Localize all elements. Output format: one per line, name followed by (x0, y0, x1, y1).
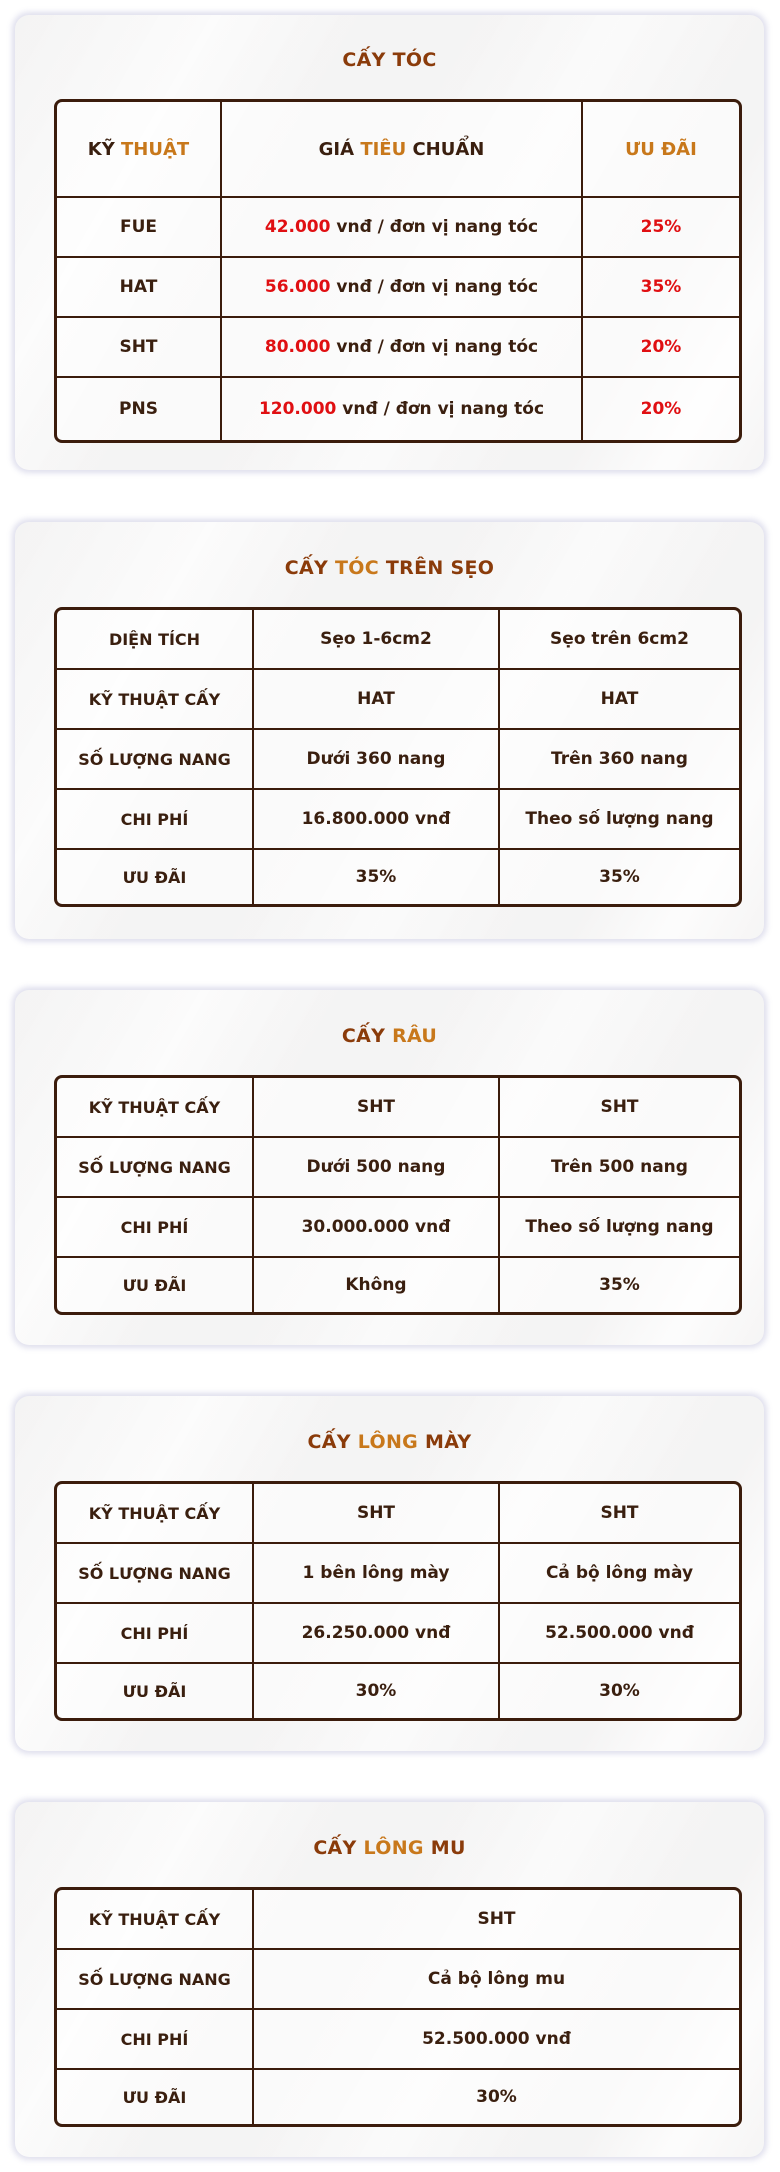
cell-value: HAT (500, 670, 739, 730)
cell-value: 30% (254, 1664, 500, 1718)
price-cell: 120.000 vnđ / đơn vị nang tóc (222, 378, 583, 440)
hair-price-table (54, 99, 742, 443)
cell-value: 16.800.000 vnđ (254, 790, 500, 850)
price-cell: 80.000 vnđ / đơn vị nang tóc (222, 318, 583, 378)
row-label: ƯU ĐÃI (57, 1258, 254, 1312)
table-header-row (57, 102, 739, 198)
cell-value: Theo số lượng nang (500, 1198, 739, 1258)
table-row (57, 2010, 739, 2070)
header-technique: KỸ THUẬT (57, 102, 222, 198)
table-row (57, 1198, 739, 1258)
cell-value: SHT (254, 1890, 739, 1950)
row-label: KỸ THUẬT CẤY (57, 1078, 254, 1138)
cell-value: Cả bộ lông mày (500, 1544, 739, 1604)
cell-value: Không (254, 1258, 500, 1312)
cell-value: 26.250.000 vnđ (254, 1604, 500, 1664)
offer-cell: 25% (583, 198, 739, 258)
table-row (57, 1664, 739, 1718)
table-row (57, 1890, 739, 1950)
cell-value: SHT (254, 1078, 500, 1138)
cell-value: 35% (599, 1275, 640, 1295)
cell-value: 30% (476, 2087, 517, 2107)
table-row (57, 318, 739, 378)
offer-cell: 35% (583, 258, 739, 318)
cell-value: Trên 360 nang (500, 730, 739, 790)
scar-hair-transplant-card (15, 522, 764, 939)
header-offer: ƯU ĐÃI (583, 102, 739, 198)
pubic-hair-transplant-card (15, 1802, 764, 2157)
technique-cell: HAT (57, 258, 222, 318)
table-row (57, 1544, 739, 1604)
table-row (57, 790, 739, 850)
table-row (57, 850, 739, 904)
row-label: SỐ LƯỢNG NANG (57, 730, 254, 790)
cell-value: Trên 500 nang (500, 1138, 739, 1198)
table-row (57, 1258, 739, 1312)
hair-transplant-card (15, 15, 764, 470)
table-row (57, 2070, 739, 2124)
table-row (57, 1078, 739, 1138)
cell-value: Theo số lượng nang (500, 790, 739, 850)
technique-cell: FUE (57, 198, 222, 258)
row-label: ƯU ĐÃI (57, 2070, 254, 2124)
row-label: KỸ THUẬT CẤY (57, 1890, 254, 1950)
cell-value: Dưới 360 nang (254, 730, 500, 790)
offer-cell: 20% (583, 318, 739, 378)
section-title: CẤY TÓC (342, 49, 437, 71)
table-row (57, 1484, 739, 1544)
row-label: ƯU ĐÃI (57, 850, 254, 904)
eyebrow-transplant-card (15, 1396, 764, 1751)
cell-value: Sẹo trên 6cm2 (500, 610, 739, 670)
table-row (57, 258, 739, 318)
cell-value: 52.500.000 vnđ (500, 1604, 739, 1664)
row-label: CHI PHÍ (57, 1604, 254, 1664)
row-label: CHI PHÍ (57, 790, 254, 850)
row-label: SỐ LƯỢNG NANG (57, 1544, 254, 1604)
row-label: KỸ THUẬT CẤY (57, 1484, 254, 1544)
row-label: ƯU ĐÃI (57, 1664, 254, 1718)
section-title: CẤY LÔNG MU (313, 1837, 466, 1859)
table-row (57, 378, 739, 440)
beard-transplant-card (15, 990, 764, 1345)
header-standard-price: GIÁ TIÊU CHUẨN (222, 102, 583, 198)
technique-cell: PNS (57, 378, 222, 440)
scar-price-table (54, 607, 742, 907)
price-cell: 56.000 vnđ / đơn vị nang tóc (222, 258, 583, 318)
row-label: SỐ LƯỢNG NANG (57, 1138, 254, 1198)
cell-value: Dưới 500 nang (254, 1138, 500, 1198)
row-label: SỐ LƯỢNG NANG (57, 1950, 254, 2010)
section-title: CẤY RÂU (341, 1025, 438, 1047)
cell-value: 30% (599, 1681, 640, 1701)
section-title: CẤY LÔNG MÀY (307, 1431, 472, 1453)
cell-value: Sẹo 1-6cm2 (254, 610, 500, 670)
cell-value: HAT (254, 670, 500, 730)
table-row (57, 1950, 739, 2010)
table-row (57, 610, 739, 670)
cell-value: Cả bộ lông mu (254, 1950, 739, 2010)
cell-value: 30.000.000 vnđ (254, 1198, 500, 1258)
cell-value: SHT (500, 1484, 739, 1544)
table-row (57, 1604, 739, 1664)
table-row (57, 670, 739, 730)
table-row (57, 730, 739, 790)
table-row (57, 198, 739, 258)
beard-price-table (54, 1075, 742, 1315)
cell-value: 35% (254, 850, 500, 904)
section-title: CẤY TÓC TRÊN SẸO (284, 557, 495, 579)
price-cell: 42.000 vnđ / đơn vị nang tóc (222, 198, 583, 258)
cell-value: SHT (500, 1078, 739, 1138)
pubic-price-table (54, 1887, 742, 2127)
row-label: CHI PHÍ (57, 1198, 254, 1258)
offer-cell: 20% (640, 399, 682, 419)
cell-value: 52.500.000 vnđ (254, 2010, 739, 2070)
technique-cell: SHT (57, 318, 222, 378)
cell-value: SHT (254, 1484, 500, 1544)
cell-value: 35% (599, 867, 640, 887)
row-label: DIỆN TÍCH (57, 610, 254, 670)
cell-value: 1 bên lông mày (254, 1544, 500, 1604)
row-label: KỸ THUẬT CẤY (57, 670, 254, 730)
eyebrow-price-table (54, 1481, 742, 1721)
table-row (57, 1138, 739, 1198)
row-label: CHI PHÍ (57, 2010, 254, 2070)
